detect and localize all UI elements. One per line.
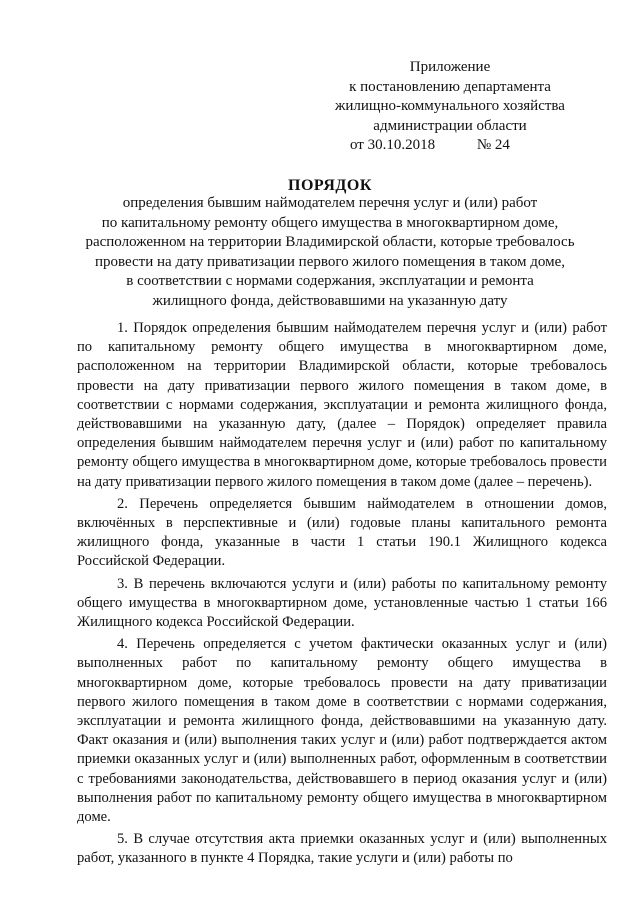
annex-date-line [300,136,600,156]
document-title: ПОРЯДОК [288,177,372,194]
subtitle-line: провести на дату приватизации первого жилого помещения в таком доме, [94,253,566,270]
document-body [77,319,607,872]
annex-number: № 24 [476,137,510,153]
annex-resolution-ref: к постановлению департамента [349,78,551,95]
subtitle-line: жилищного фонда, действовавшими на указанную дату [152,292,508,309]
paragraph-3: 3. В перечень включаются услуги и (или) работы по капитальному ремонту общего имущества в многоквартирном доме, установленные частью 1 статьи 166 Жилищного кодекса Российской Федерации. [77,575,607,631]
annex-department: жилищно-коммунального хозяйства [335,98,565,114]
paragraph-4: 4. Перечень определяется с учетом фактически оказанных услуг и (или) выполненных работ по капитальному ремонту общего имущества в многоквартирном доме, которые требовалось провести на дату приватизации первого жилого помещения в таком доме в соответствии с нормами содержания, эксплуатации и ремонта жилищного фонда, действовавшими на указанную дату. Факт оказания и (или) выполнения таких услуг и (или) работ подтверждается актом приемки оказанных услуг и (или) выполненных работ, оформленным в соответствии с требованиями законодательства, действовавшего в период оказания услуг и (или) выполнения работ по капитальному ремонту общего имущества в многоквартирном доме. [77,636,607,826]
annex-header [300,58,600,156]
subtitle-line: определения бывшим наймодателем перечня услуг и (или) работ [122,195,538,211]
document-subtitle [60,194,600,311]
subtitle-line: расположенном на территории Владимирской области, которые требовалось [85,234,575,250]
paragraph-2: 2. Перечень определяется бывшим наймодателем в отношении домов, включённых в перспективные и (или) годовые планы капитального ремонта жилищного фонда, указанные в части 1 статьи 190.1 Жилищного кодекса Российской Федерации. [77,495,607,570]
annex-administration: администрации области [373,117,527,134]
subtitle-line: по капитальному ремонту общего имущества в многоквартирном доме, [101,214,559,231]
paragraph-1: 1. Порядок определения бывшим наймодателем перечня услуг и (или) работ по капитальному ремонту общего имущества в многоквартирном доме, расположенном на территории Владимирской области, которые требовалось провести на дату приватизации первого жилого помещения в таком доме, в соответствии с нормами содержания, эксплуатации и ремонта жилищного фонда, действовавшими на указанную дату, (далее – Порядок) определяет правила определения бывшим наймодателем перечня услуг и (или) работ по капитальному ремонту общего имущества в многоквартирном доме, которые требовалось провести на дату приватизации первого жилого помещения в таком доме (далее – перечень). [77,320,607,490]
annex-label: Приложение [409,59,491,75]
subtitle-line: в соответствии с нормами содержания, эксплуатации и ремонта [126,273,534,289]
paragraph-5: 5. В случае отсутствия акта приемки оказанных услуг и (или) выполненных работ, указанного в пункте 4 Порядка, такие услуги и (или) работы по [77,831,607,867]
annex-date: от 30.10.2018 [350,137,436,153]
